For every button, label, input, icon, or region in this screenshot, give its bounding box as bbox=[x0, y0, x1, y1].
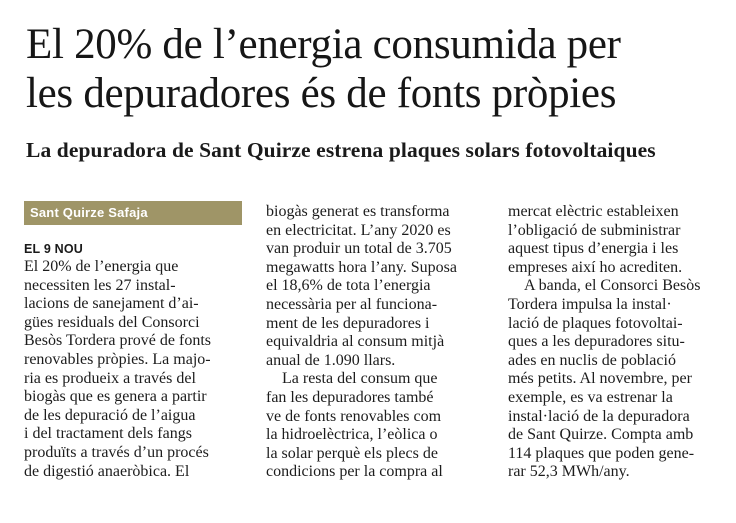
body-text-line: ria es produeix a través del bbox=[24, 369, 196, 387]
body-text-line: fan les depuradores també bbox=[266, 388, 434, 406]
subheadline: La depuradora de Sant Quirze estrena plaques solars fotovoltaiques bbox=[26, 138, 656, 162]
body-text-line: El 20% de l’energia que bbox=[24, 258, 179, 275]
headline bbox=[26, 20, 726, 118]
author-bar bbox=[24, 201, 242, 225]
body-text-line: la hidroelèctrica, l’eòlica o bbox=[266, 426, 438, 444]
article-column-3 bbox=[508, 203, 734, 482]
body-text-line: lació de plaques fotovoltai- bbox=[508, 314, 683, 332]
body-text-line: i del tractament dels fangs bbox=[24, 425, 192, 443]
body-text-line: ades en nuclis de població bbox=[508, 351, 676, 369]
body-text-line: empreses així ho acrediten. bbox=[508, 258, 683, 276]
body-text-line: ques a les depuradores situ- bbox=[508, 333, 685, 351]
body-text-line: lacions de sanejament d’ai- bbox=[24, 295, 199, 313]
body-text-line: produïts a través d’un procés bbox=[24, 443, 209, 461]
body-text-line: el 18,6% de tota l’energia bbox=[266, 277, 431, 295]
body-text-line: Besòs Tordera prové de fonts bbox=[24, 332, 211, 350]
headline-line-1: El 20% de l’energia consumida per bbox=[26, 21, 621, 68]
body-text-line: més petits. Al novembre, per bbox=[508, 370, 692, 388]
body-text-line: en electricitat. L’any 2020 es bbox=[266, 221, 451, 239]
body-text-line: aquest tipus d’energia i les bbox=[508, 240, 679, 258]
body-text-line: anual de 1.090 llars. bbox=[266, 351, 396, 369]
body-text-line: condicions per la compra al bbox=[266, 463, 443, 481]
body-text-line: van produir un total de 3.705 bbox=[266, 240, 452, 258]
body-text-line: ve de fonts renovables com bbox=[266, 407, 442, 425]
body-text-line: instal·lació de la depuradora bbox=[508, 407, 690, 425]
body-text-line: exemple, es va estrenar la bbox=[508, 388, 673, 406]
body-text-line: Tordera impulsa la instal· bbox=[508, 295, 672, 313]
body-text-line: A banda, el Consorci Besòs bbox=[524, 277, 701, 295]
article-column-2 bbox=[266, 203, 492, 482]
body-text-line: rar 52,3 MWh/any. bbox=[508, 463, 630, 481]
body-text-line: ment de les depuradores i bbox=[266, 314, 430, 332]
body-text-line: biogàs generat es transforma bbox=[266, 203, 450, 220]
headline-line-2: les depuradores és de fonts pròpies bbox=[26, 70, 617, 117]
body-text-line: de Sant Quirze. Compta amb bbox=[508, 426, 694, 444]
body-text-line: de digestió anaeròbica. El bbox=[24, 462, 190, 480]
body-text-line: l’obligació de subministrar bbox=[508, 221, 681, 239]
author-name: Sant Quirze Safaja bbox=[30, 205, 148, 220]
body-text-line: necessiten les 27 instal- bbox=[24, 276, 176, 294]
body-text-line: La resta del consum que bbox=[282, 370, 438, 388]
dateline: EL 9 NOU bbox=[24, 242, 84, 256]
article-column-1 bbox=[24, 258, 248, 481]
body-text-line: biogàs que es genera a partir bbox=[24, 388, 207, 406]
body-text-line: mercat elèctric estableixen bbox=[508, 203, 679, 220]
body-text-line: necessària per al funciona- bbox=[266, 295, 438, 313]
body-text-line: 114 plaques que poden gene- bbox=[508, 444, 695, 462]
body-text-line: de les depuració de l’aigua bbox=[24, 406, 196, 424]
body-text-line: la solar perquè els plecs de bbox=[266, 444, 438, 462]
body-text-line: equivaldria al consum mitjà bbox=[266, 333, 445, 351]
body-text-line: gües residuals del Consorci bbox=[24, 313, 200, 331]
body-text-line: renovables pròpies. La majo- bbox=[24, 350, 211, 368]
body-text-line: megawatts hora l’any. Suposa bbox=[266, 258, 457, 276]
